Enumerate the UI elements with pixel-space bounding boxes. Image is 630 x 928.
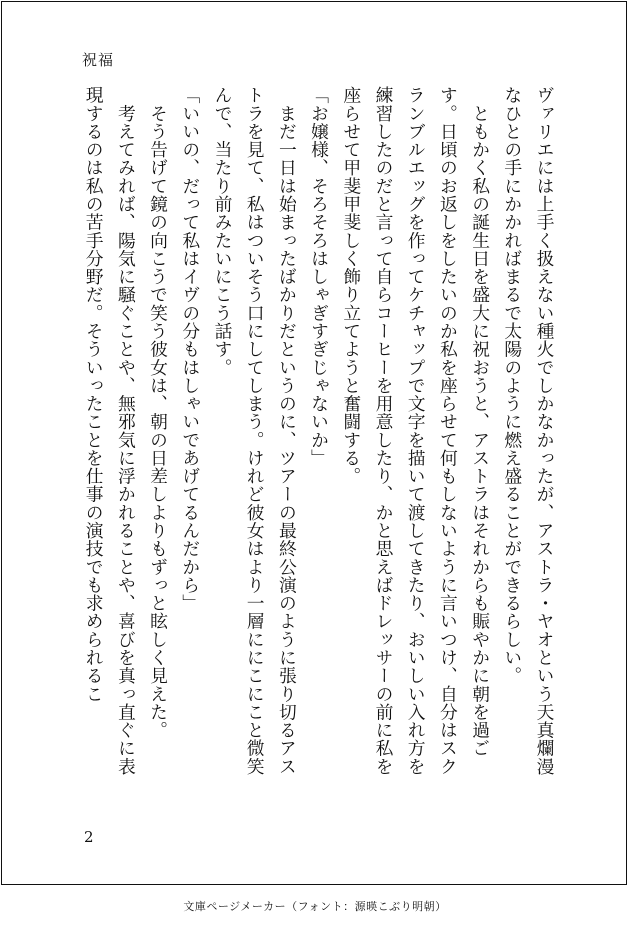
paragraph: まだ一日は始まったばかりだというのに、ツアーの最終公演のように張り切るアストラを見て、私はついそう口にしてしまう。けれど彼女はより一層ににこにこと微笑んで、当たり前みたいにこう話す。 (211, 86, 298, 776)
paragraph: ともかく私の誕生日を盛大に祝おうと、アストラはそれからも賑やかに朝を過ごす。日頃のお返しをしたいのか私を座らせて何もしないように言いつけ、自分はスクランブルエッグを作ってケチャップで文字を描いて渡してきたり、おいしい入れ方を練習したのだと言って自らコーヒーを用意したり、かと思えばドレッサーの前に私を座らせて甲斐甲斐しく飾り立てようと奮闘する。 (340, 86, 491, 776)
page-frame (1, 1, 627, 885)
paragraph: 考えてみれば、陽気に騒ぐことや、無邪気に浮かれることや、喜びを真っ直ぐに表現するのは私の苦手分野だ。そういったことを仕事の演技でも求められるこ (83, 86, 137, 776)
vertical-body-text (82, 86, 560, 780)
paragraph: そう告げて鏡の向こうで笑う彼女は、朝の日差しよりもずっと眩しく見えた。 (147, 86, 169, 740)
page-number: 2 (84, 828, 94, 846)
running-header: 祝福 (82, 51, 115, 69)
paragraph: ヴァリエには上手く扱えない種火でしかなかったが、アストラ・ヤオという天真爛漫なひとの手にかかればまるで太陽のように燃え盛ることができるらしい。 (501, 86, 555, 776)
footer-credit: 文庫ページメーカー（フォント：源暎こぶり明朝） (183, 900, 447, 913)
paragraph: 「いいの、だって私はイヴの分もはしゃいであげてるんだから」 (179, 86, 201, 613)
paragraph: 「お嬢様、そろそろはしゃぎすぎじゃないか」 (308, 86, 330, 467)
